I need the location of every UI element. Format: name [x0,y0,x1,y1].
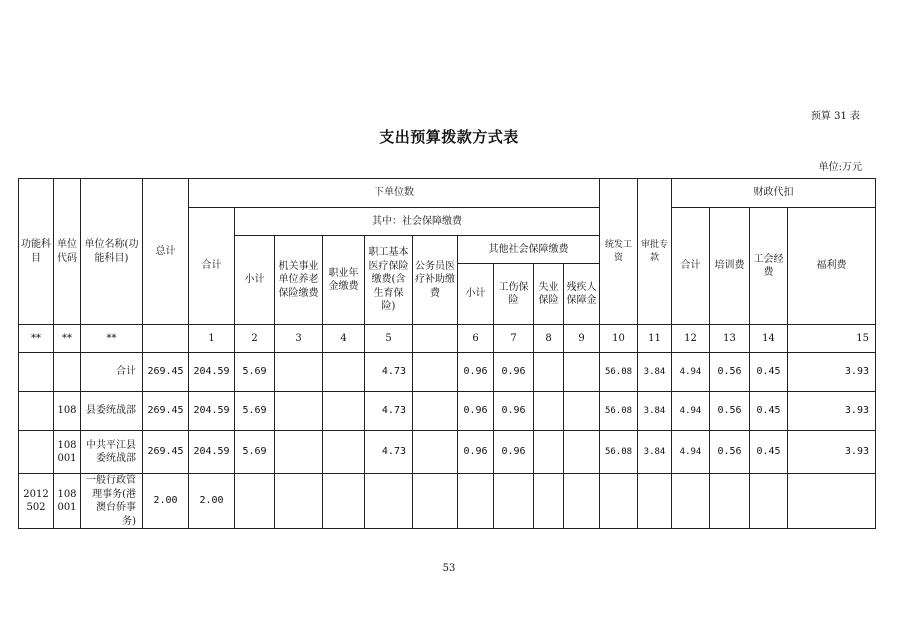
cell-disability [564,392,600,431]
col-approved-special: 审批专款 [638,179,672,325]
table-row [19,474,876,529]
col-unemployment: 失业保险 [534,264,564,325]
cell-pension [275,392,323,431]
cell-injury: 0.96 [494,392,534,431]
col-welfare: 福利费 [788,208,876,325]
cell-subtotal: 5.69 [235,353,275,392]
cell-sum: 204.59 [189,431,235,474]
cell-disability [564,474,600,529]
index-cell: 1 [189,325,235,353]
form-number: 预算 31 表 [810,111,860,122]
cell-civil-medical [413,431,458,474]
cell-training [710,474,750,529]
col-medical: 职工基本医疗保险缴费(含生育保险) [365,236,413,325]
cell-code: 108 001 [54,431,81,474]
cell-annuity [323,431,365,474]
cell-sum: 204.59 [189,392,235,431]
cell-code: 108 001 [54,474,81,529]
index-cell: 11 [638,325,672,353]
col-sum: 合计 [189,208,235,325]
cell-sum: 2.00 [189,474,235,529]
index-cell: 5 [365,325,413,353]
index-cell: 14 [750,325,788,353]
cell-medical: 4.73 [365,353,413,392]
cell-total: 269.45 [143,353,189,392]
index-cell: 12 [672,325,710,353]
index-cell: 8 [534,325,564,353]
index-cell [143,325,189,353]
col-other-social: 其他社会保障缴费 [458,236,600,264]
cell-sum: 204.59 [189,353,235,392]
cell-subtotal [235,474,275,529]
cell-salary [600,474,638,529]
cell-union: 0.45 [750,353,788,392]
index-cell: ** [19,325,54,353]
unit-label: 单位:万元 [818,162,862,173]
cell-medical [365,474,413,529]
col-subtotal: 小计 [235,236,275,325]
cell-pension [275,431,323,474]
col-union: 工会经费 [750,208,788,325]
col-fd-sum: 合计 [672,208,710,325]
index-cell: 6 [458,325,494,353]
index-cell [413,325,458,353]
cell-special: 3.84 [638,431,672,474]
index-cell: 3 [275,325,323,353]
cell-func [19,392,54,431]
index-cell: ** [54,325,81,353]
cell-training: 0.56 [710,353,750,392]
cell-training: 0.56 [710,392,750,431]
index-cell: 9 [564,325,600,353]
cell-pension [275,353,323,392]
cell-civil-medical [413,474,458,529]
cell-salary: 56.08 [600,431,638,474]
cell-medical: 4.73 [365,392,413,431]
col-of-which-social: 其中：社会保障缴费 [235,208,600,236]
col-unit-name: 单位名称(功能科目) [81,179,143,325]
cell-special [638,474,672,529]
col-total: 总计 [143,179,189,325]
cell-total: 2.00 [143,474,189,529]
cell-subtotal: 5.69 [235,392,275,431]
cell-other-subtotal: 0.96 [458,392,494,431]
cell-total: 269.45 [143,431,189,474]
table-row [19,431,876,474]
col-unit-code: 单位代码 [54,179,81,325]
cell-fd-sum: 4.94 [672,392,710,431]
cell-annuity [323,353,365,392]
cell-pension [275,474,323,529]
cell-salary: 56.08 [600,392,638,431]
table-row [19,353,876,392]
budget-table [18,178,876,529]
index-cell: 7 [494,325,534,353]
cell-civil-medical [413,353,458,392]
cell-total: 269.45 [143,392,189,431]
col-injury: 工伤保险 [494,264,534,325]
cell-annuity [323,392,365,431]
col-annuity: 职业年金缴费 [323,236,365,325]
cell-civil-medical [413,392,458,431]
cell-injury: 0.96 [494,353,534,392]
cell-union [750,474,788,529]
cell-annuity [323,474,365,529]
cell-union: 0.45 [750,392,788,431]
cell-training: 0.56 [710,431,750,474]
page-number: 53 [442,563,456,574]
index-cell: ** [81,325,143,353]
cell-other-subtotal [458,474,494,529]
cell-fd-sum: 4.94 [672,353,710,392]
cell-welfare: 3.93 [788,392,876,431]
cell-medical: 4.73 [365,431,413,474]
index-cell: 15 [788,325,876,353]
cell-code: 108 [54,392,81,431]
cell-special: 3.84 [638,353,672,392]
table-body [19,353,876,529]
cell-unemployment [534,392,564,431]
cell-salary: 56.08 [600,353,638,392]
index-cell: 10 [600,325,638,353]
cell-welfare [788,474,876,529]
cell-other-subtotal: 0.96 [458,353,494,392]
index-cell: 4 [323,325,365,353]
col-training: 培训费 [710,208,750,325]
cell-fd-sum [672,474,710,529]
col-pension: 机关事业单位养老保险缴费 [275,236,323,325]
col-unified-salary: 统发工资 [600,179,638,325]
col-other-subtotal: 小计 [458,264,494,325]
cell-special: 3.84 [638,392,672,431]
cell-other-subtotal: 0.96 [458,431,494,474]
cell-welfare: 3.93 [788,431,876,474]
cell-func: 2012 502 [19,474,54,529]
cell-code [54,353,81,392]
cell-welfare: 3.93 [788,353,876,392]
cell-unemployment [534,353,564,392]
col-finance-deduct: 财政代扣 [672,179,876,208]
table-row [19,392,876,431]
cell-disability [564,353,600,392]
cell-unemployment [534,431,564,474]
cell-subtotal: 5.69 [235,431,275,474]
cell-disability [564,431,600,474]
cell-name: 合计 [81,353,143,392]
index-cell: 13 [710,325,750,353]
cell-name: 一般行政管理事务(港澳台侨事务) [81,474,143,529]
cell-fd-sum: 4.94 [672,431,710,474]
cell-union: 0.45 [750,431,788,474]
cell-name: 县委统战部 [81,392,143,431]
index-cell: 2 [235,325,275,353]
cell-unemployment [534,474,564,529]
col-disability: 残疾人保障金 [564,264,600,325]
col-civil-medical: 公务员医疗补助缴费 [413,236,458,325]
col-lower-units: 下单位数 [189,179,600,208]
cell-func [19,353,54,392]
cell-injury [494,474,534,529]
cell-injury: 0.96 [494,431,534,474]
cell-name: 中共平江县委统战部 [81,431,143,474]
col-func-subject: 功能科目 [19,179,54,325]
cell-func [19,431,54,474]
page-title: 支出预算拨款方式表 [379,128,519,146]
